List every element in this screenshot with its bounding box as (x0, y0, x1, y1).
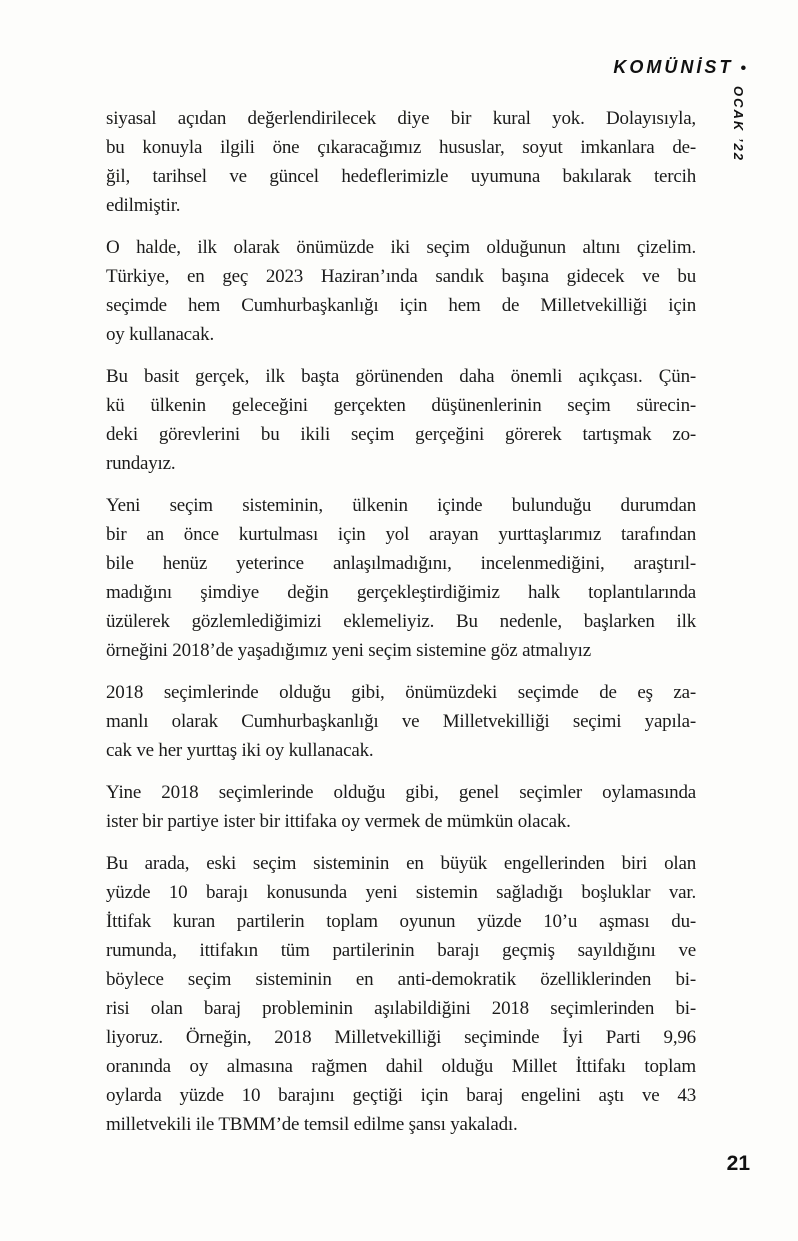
text-line: O halde, ilk olarak önümüzde iki seçim olduğunun altını çizelim. (106, 237, 696, 258)
page-body (106, 104, 696, 1152)
text-line: oylarda yüzde 10 barajını geçtiği için baraj engelini aştı ve 43 (106, 1085, 696, 1106)
page-number: 21 (726, 1152, 750, 1175)
text-line: seçimde hem Cumhurbaşkanlığı için hem de Milletvekilliği için (106, 295, 696, 316)
text-line: Türkiye, en geç 2023 Haziran’ında sandık başına gidecek ve bu (106, 266, 696, 287)
text-line: cak ve her yurttaş iki oy kullanacak. (106, 740, 374, 761)
paragraph (106, 678, 696, 765)
text-line: milletvekili ile TBMM’de temsil edilme şansı yakaladı. (106, 1114, 518, 1135)
text-line: Yine 2018 seçimlerinde olduğu gibi, genel seçimler oylamasında (106, 782, 696, 803)
text-line: Bu basit gerçek, ilk başta görünenden daha önemli açıkçası. Çün- (106, 366, 696, 387)
text-line: yüzde 10 barajı konusunda yeni sistemin sağladığı boşluklar var. (106, 882, 696, 903)
text-line: Bu arada, eski seçim sisteminin en büyük engellerinden biri olan (106, 853, 696, 874)
text-line: oy kullanacak. (106, 324, 214, 345)
text-line: bu konuyla ilgili öne çıkaracağımız hususlar, soyut imkanlara de- (106, 137, 696, 158)
text-line: kü ülkenin geleceğini gerçekten düşünenlerinin seçim sürecin- (106, 395, 696, 416)
text-line: rumunda, ittifakın tüm partilerinin barajı geçmiş sayıldığını ve (106, 940, 696, 961)
text-line: manlı olarak Cumhurbaşkanlığı ve Milletvekilliği seçimi yapıla- (106, 711, 696, 732)
text-line: madığını şimdiye değin gerçekleştirdiğimiz halk toplantılarında (106, 582, 696, 603)
text-line: örneğini 2018’de yaşadığımız yeni seçim sistemine göz atmalıyız (106, 640, 591, 661)
text-line: risi olan baraj probleminin aşılabildiğini 2018 seçimlerinden bi- (106, 998, 696, 1019)
paragraph (106, 104, 696, 220)
text-line: 2018 seçimlerinde olduğu gibi, önümüzdeki seçimde de eş za- (106, 682, 696, 703)
text-line: rundayız. (106, 453, 176, 474)
paragraph (106, 233, 696, 349)
masthead-title: KOMÜNİST (613, 57, 734, 77)
masthead (613, 57, 746, 78)
paragraph (106, 849, 696, 1139)
text-line: bile henüz yeterince anlaşılmadığını, incelenmediğini, araştırıl- (106, 553, 696, 574)
text-line: ister bir partiye ister bir ittifaka oy vermek de mümkün olacak. (106, 811, 571, 832)
text-line: böylece seçim sisteminin en anti-demokratik özelliklerinden bi- (106, 969, 696, 990)
paragraph (106, 491, 696, 665)
text-line: liyoruz. Örneğin, 2018 Milletvekilliği seçiminde İyi Parti 9,96 (106, 1027, 696, 1048)
masthead-bullet: • (740, 60, 746, 77)
text-line: oranında oy almasına rağmen dahil olduğu Millet İttifakı toplam (106, 1056, 696, 1077)
text-line: siyasal açıdan değerlendirilecek diye bir kural yok. Dolayısıyla, (106, 108, 696, 129)
text-line: bir an önce kurtulması için yol arayan yurttaşlarımız tarafından (106, 524, 696, 545)
paragraph (106, 778, 696, 836)
text-line: Yeni seçim sisteminin, ülkenin içinde bulunduğu durumdan (106, 495, 696, 516)
text-line: üzülerek gözlemlediğimizi eklemeliyiz. Bu nedenle, başlarken ilk (106, 611, 696, 632)
text-line: edilmiştir. (106, 195, 181, 216)
issue-label: OCAK ’22 (731, 86, 746, 162)
paragraph (106, 362, 696, 478)
text-line: deki görevlerini bu ikili seçim gerçeğini görerek tartışmak zo- (106, 424, 696, 445)
text-line: ğil, tarihsel ve güncel hedeflerimizle uyumuna bakılarak tercih (106, 166, 696, 187)
text-line: İttifak kuran partilerin toplam oyunun yüzde 10’u aşması du- (106, 911, 696, 932)
